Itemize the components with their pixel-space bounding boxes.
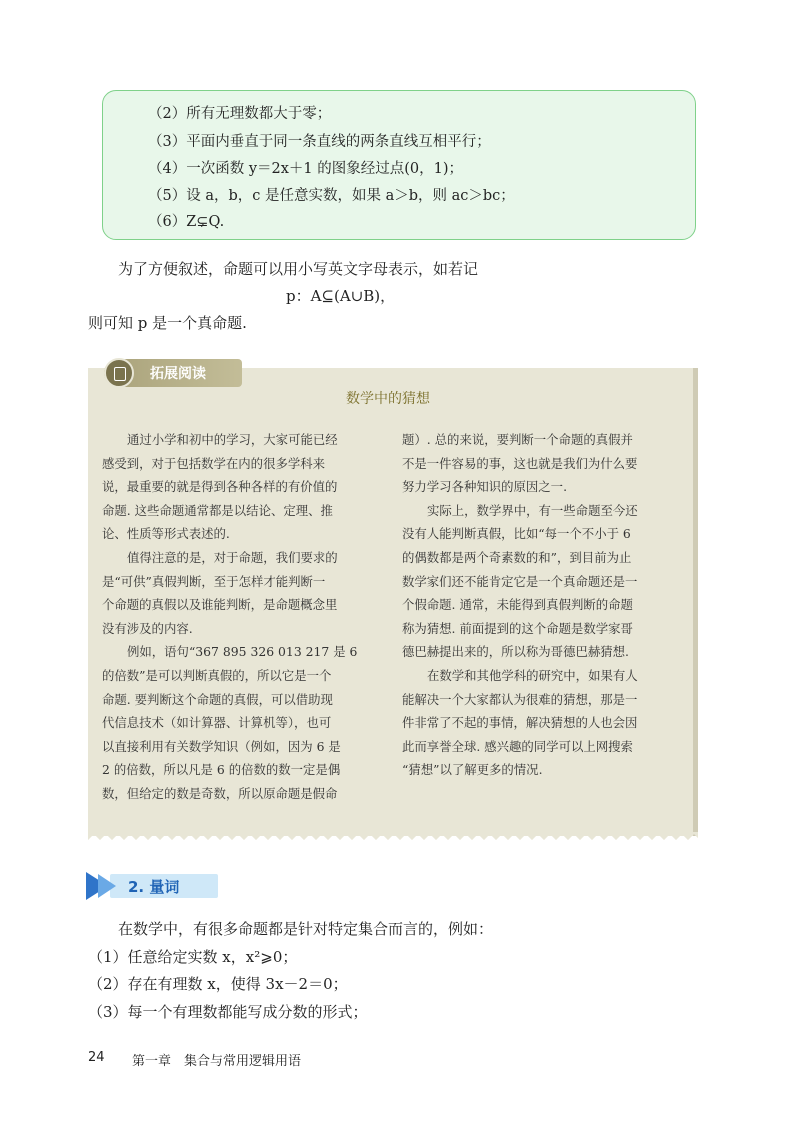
reading-left-line: 命题. 这些命题通常都是以结论、定理、推 bbox=[102, 502, 333, 518]
reading-left-line: 的倍数”是可以判断真假的，所以它是一个 bbox=[102, 667, 332, 683]
example-line-2: （2）所有无理数都大于零； bbox=[148, 106, 332, 122]
reading-left-line: 论、性质等形式表述的. bbox=[102, 526, 230, 542]
reading-right-line: 数学家们还不能肯定它是一个真命题还是一 bbox=[402, 573, 638, 589]
reading-left-line: 通过小学和初中的学习，大家可能已经 bbox=[127, 432, 338, 447]
example-line-4: （4）一次函数 y＝2x＋1 的图象经过点(0，1)； bbox=[148, 161, 464, 177]
reading-left-line: 值得注意的是，对于命题，我们要求的 bbox=[127, 549, 338, 565]
reading-left-line: 感受到，对于包括数学在内的很多学科来 bbox=[102, 455, 326, 471]
example-line-6: （6）Z⊊Q. bbox=[148, 214, 225, 230]
panel-zigzag-edge bbox=[88, 832, 698, 844]
reading-left-line: 命题. 要判断这个命题的真假，可以借助现 bbox=[102, 691, 333, 707]
intro-line-1: 为了方便叙述，命题可以用小写英文字母表示，如若记 bbox=[118, 260, 479, 278]
reading-left-line: 没有涉及的内容. bbox=[102, 620, 193, 636]
reading-left-line: 以直接利用有关数学知识（例如，因为 6 是 bbox=[102, 738, 341, 754]
extended-reading-label: 拓展阅读 bbox=[150, 366, 206, 382]
reading-left-line: 代信息技术（如计算器、计算机等），也可 bbox=[102, 715, 332, 731]
reading-right-line: 努力学习各种知识的原因之一. bbox=[402, 479, 568, 495]
reading-right-line: “猜想”以了解更多的情况. bbox=[402, 762, 543, 778]
reading-left-line: 数，但给定的数是奇数，所以原命题是假命 bbox=[102, 785, 338, 801]
reading-right-line: 件非常了不起的事情，解决猜想的人也会因 bbox=[402, 715, 638, 731]
intro-line-2: 则可知 p 是一个真命题. bbox=[88, 314, 247, 332]
reading-left-line: 个命题的真假以及谁能判断，是命题概念里 bbox=[102, 597, 338, 613]
intro-formula: p：A⊆(A∪B)， bbox=[286, 287, 396, 305]
reading-left-line: 2 的倍数，所以凡是 6 的倍数的数一定是偶 bbox=[102, 762, 341, 778]
reading-left-column bbox=[102, 428, 357, 806]
reading-right-line: 此而享誉全球. 感兴趣的同学可以上网搜索 bbox=[402, 738, 633, 754]
reading-left-line: 说，最重要的就是得到各种各样的有价值的 bbox=[102, 479, 338, 495]
example-line-5: （5）设 a，b，c 是任意实数，如果 a＞b，则 ac＞bc； bbox=[148, 188, 515, 204]
reading-title: 数学中的猜想 bbox=[346, 391, 430, 407]
reading-right-line: 在数学和其他学科的研究中，如果有人 bbox=[427, 667, 638, 683]
reading-left-line: 例如，语句“367 895 326 013 217 是 6 bbox=[127, 644, 358, 660]
reading-right-line: 实际上，数学界中，有一些命题至今还 bbox=[427, 502, 638, 518]
section-heading: 2. 量词 bbox=[128, 878, 180, 896]
reading-right-line: 能解决一个大家都认为很难的猜想，那是一 bbox=[402, 691, 638, 707]
reading-right-line: 称为猜想. 前面提到的这个命题是数学家哥 bbox=[402, 620, 633, 636]
reading-right-line: 德巴赫提出来的，所以称为哥德巴赫猜想. bbox=[402, 644, 629, 660]
example-line-3: （3）平面内垂直于同一条直线的两条直线互相平行； bbox=[148, 134, 491, 150]
page-number: 24 bbox=[88, 1050, 105, 1065]
section-intro-line: 在数学中，有很多命题都是针对特定集合而言的，例如： bbox=[118, 920, 494, 938]
reading-right-line: 题）. 总的来说，要判断一个命题的真假并 bbox=[402, 432, 633, 447]
quantifier-example-2: （2）存在有理数 x，使得 3x－2＝0； bbox=[88, 975, 348, 993]
chapter-title: 第一章 集合与常用逻辑用语 bbox=[132, 1054, 302, 1069]
reading-right-line: 不是一件容易的事，这也就是我们为什么要 bbox=[402, 455, 638, 471]
quantifier-example-3: （3）每一个有理数都能写成分数的形式； bbox=[88, 1003, 368, 1021]
reading-right-column bbox=[402, 428, 638, 782]
reading-right-line: 的偶数都是两个奇素数的和”，到目前为止 bbox=[402, 549, 632, 565]
quantifier-example-1: （1）任意给定实数 x，x²⩾0； bbox=[88, 948, 298, 966]
book-icon bbox=[104, 358, 134, 388]
reading-left-line: 是“可供”真假判断，至于怎样才能判断一 bbox=[102, 573, 326, 589]
arrow-highlight-icon bbox=[98, 874, 116, 898]
reading-right-line: 个假命题. 通常，未能得到真假判断的命题 bbox=[402, 597, 633, 613]
reading-right-line: 没有人能判断真假，比如“每一个不小于 6 bbox=[402, 526, 631, 542]
